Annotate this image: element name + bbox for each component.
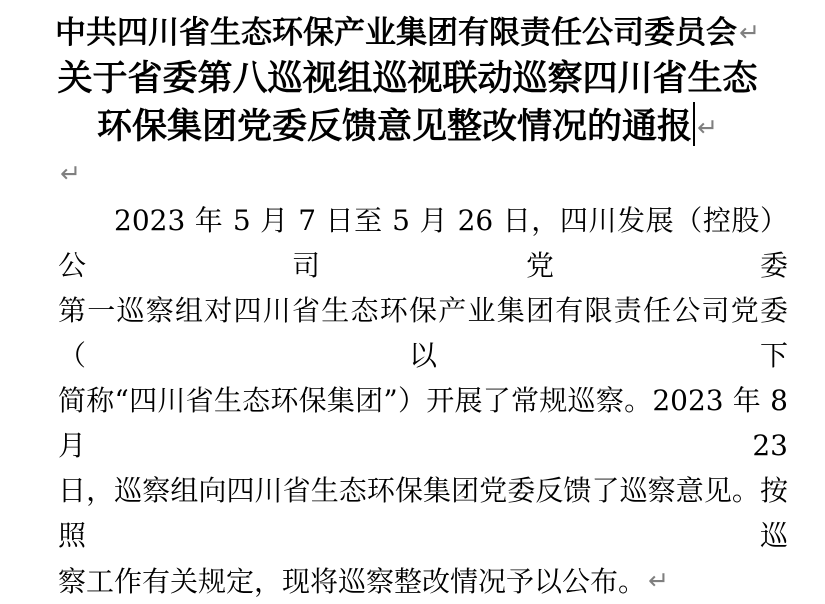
body-line-3-text: 简称“四川省生态环保集团”）开展了常规巡察。2023 年 8 月 23: [58, 384, 788, 462]
paragraph-mark-icon: ↵: [739, 18, 760, 47]
title-line-1[interactable]: [0, 10, 825, 56]
title-line-2-text: 关于省委第八巡视组巡视联动巡察四川省生态: [57, 58, 758, 99]
document-title: [0, 10, 825, 151]
title-line-3-text: 环保集团党委反馈意见整改情况的通报: [97, 106, 693, 147]
title-line-2[interactable]: [0, 56, 825, 102]
body-line-5[interactable]: [0, 558, 825, 604]
paragraph-mark-icon: ↵: [697, 113, 718, 142]
paragraph-mark-icon: ↵: [60, 159, 81, 188]
body-line-2[interactable]: [0, 288, 825, 378]
empty-paragraph[interactable]: [0, 151, 825, 196]
body-line-4[interactable]: [0, 468, 825, 558]
body-line-2-text: 第一巡察组对四川省生态环保产业集团有限责任公司党委（以下: [58, 294, 788, 372]
title-line-3[interactable]: [0, 102, 825, 151]
paragraph-mark-icon: ↵: [648, 566, 669, 595]
body-paragraph: [0, 198, 825, 604]
body-line-1-text: 2023 年 5 月 7 日至 5 月 26 日，四川发展（控股）公司党委: [58, 204, 788, 282]
body-line-3[interactable]: [0, 378, 825, 468]
body-line-5-text: 察工作有关规定，现将巡察整改情况予以公布。: [58, 565, 647, 598]
title-line-1-text: 中共四川省生态环保产业集团有限责任公司委员会: [55, 15, 738, 51]
body-line-1[interactable]: [0, 198, 825, 288]
body-line-4-text: 日，巡察组向四川省生态环保集团党委反馈了巡察意见。按照巡: [58, 474, 788, 552]
